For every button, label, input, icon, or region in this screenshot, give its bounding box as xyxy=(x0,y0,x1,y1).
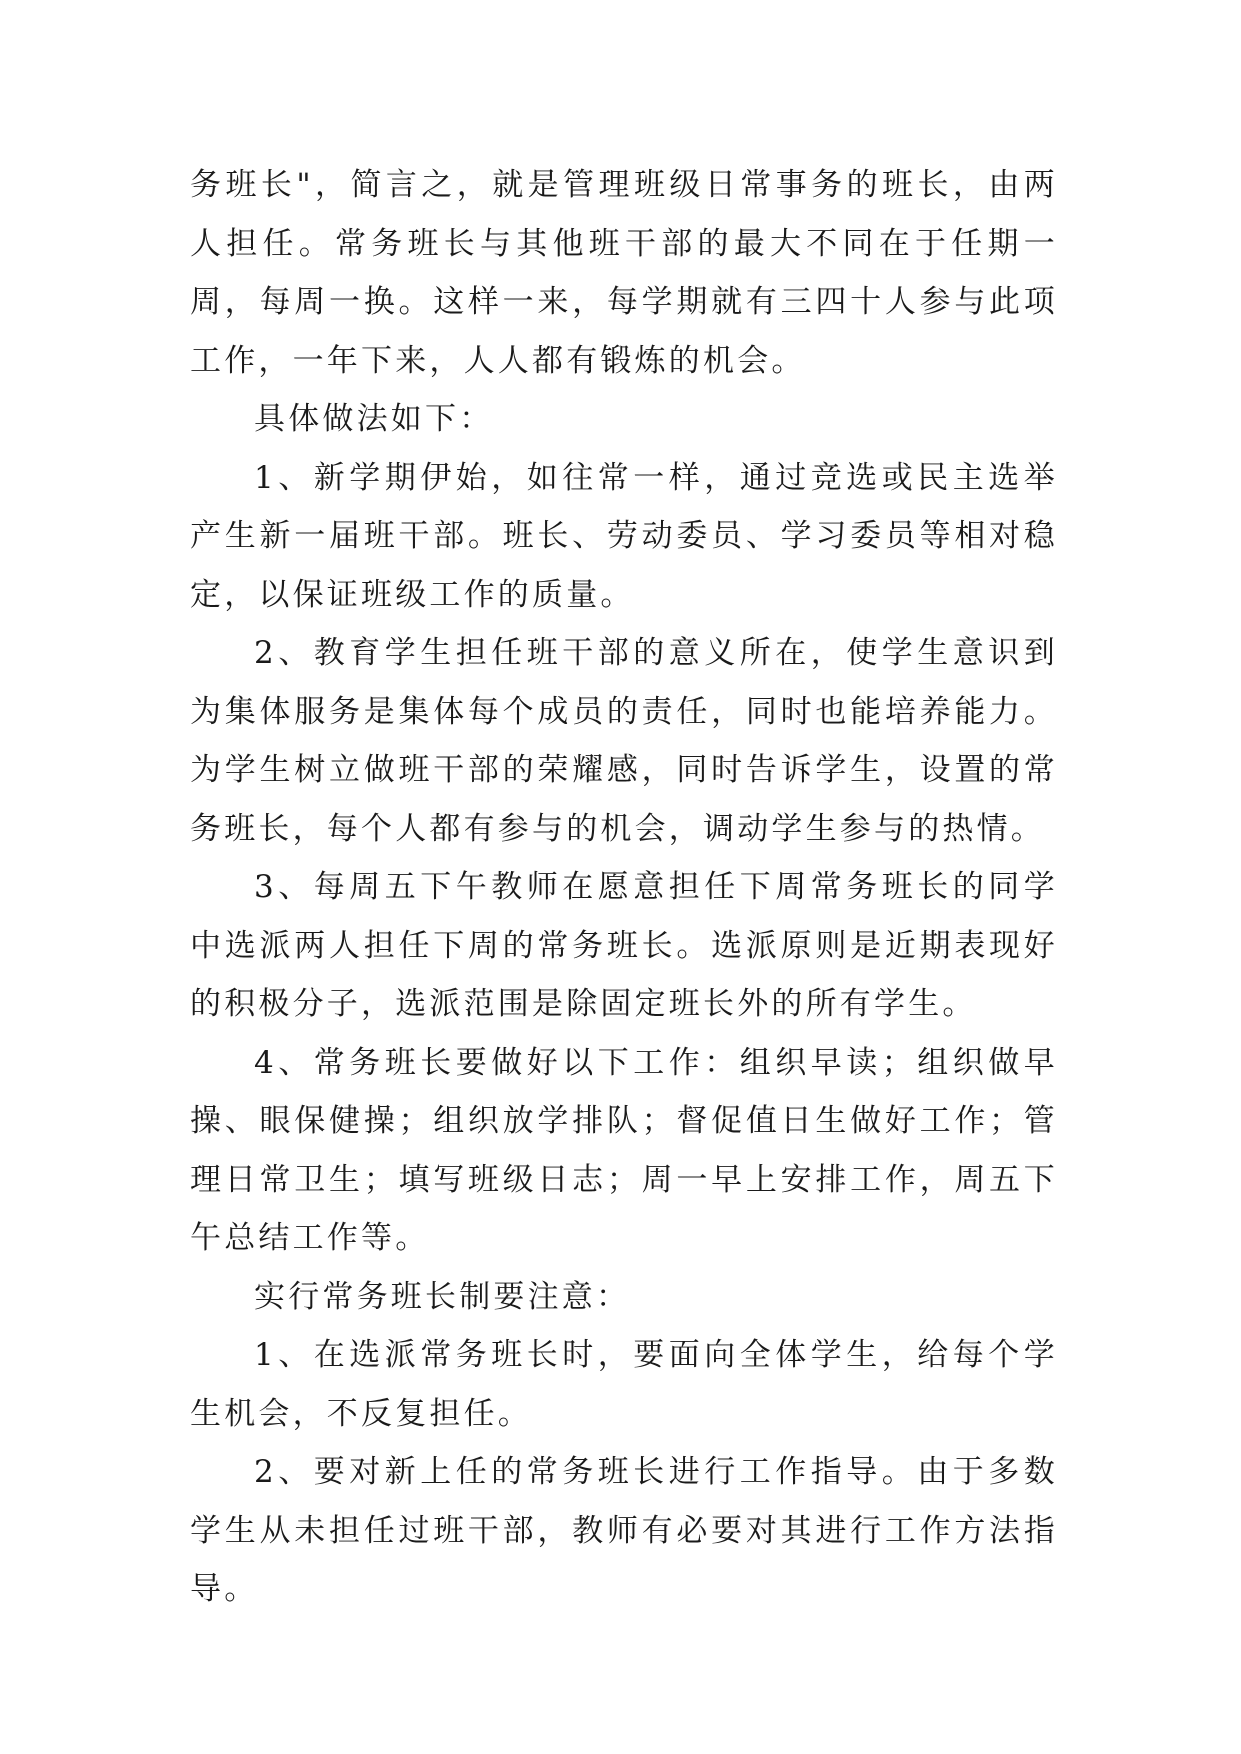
paragraph-continuation: 务班长"，简言之，就是管理班级日常事务的班长，由两人担任。常务班长与其他班干部的最大不同在于任期一周，每周一换。这样一来，每学期就有三四十人参与此项工作，一年下来，人人都有锻炼的机会。 xyxy=(190,167,1058,379)
paragraph-note-2: 2、要对新上任的常务班长进行工作指导。由于多数学生从未担任过班干部，教师有必要对其进行工作方法指导。 xyxy=(190,1454,1058,1607)
paragraph-method-1: 1、新学期伊始，如往常一样，通过竞选或民主选举产生新一届班干部。班长、劳动委员、学习委员等相对稳定，以保证班级工作的质量。 xyxy=(190,459,1058,613)
paragraph-method-heading: 具体做法如下： xyxy=(254,401,494,437)
paragraph-note-1: 1、在选派常务班长时，要面向全体学生，给每个学生机会，不反复担任。 xyxy=(190,1337,1058,1432)
document-body xyxy=(190,156,1058,1619)
paragraph-notes-heading: 实行常务班长制要注意： xyxy=(254,1278,631,1315)
paragraph-method-4: 4、常务班长要做好以下工作：组织早读；组织做早操、眼保健操；组织放学排队；督促值日生做好工作；管理日常卫生；填写班级日志；周一早上安排工作，周五下午总结工作等。 xyxy=(190,1044,1058,1256)
paragraph-method-2: 2、教育学生担任班干部的意义所在，使学生意识到为集体服务是集体每个成员的责任，同时也能培养能力。为学生树立做班干部的荣耀感，同时告诉学生，设置的常务班长，每个人都有参与的机会，调动学生参与的热情。 xyxy=(190,635,1058,847)
paragraph-method-3: 3、每周五下午教师在愿意担任下周常务班长的同学中选派两人担任下周的常务班长。选派原则是近期表现好的积极分子，选派范围是除固定班长外的所有学生。 xyxy=(190,869,1058,1022)
